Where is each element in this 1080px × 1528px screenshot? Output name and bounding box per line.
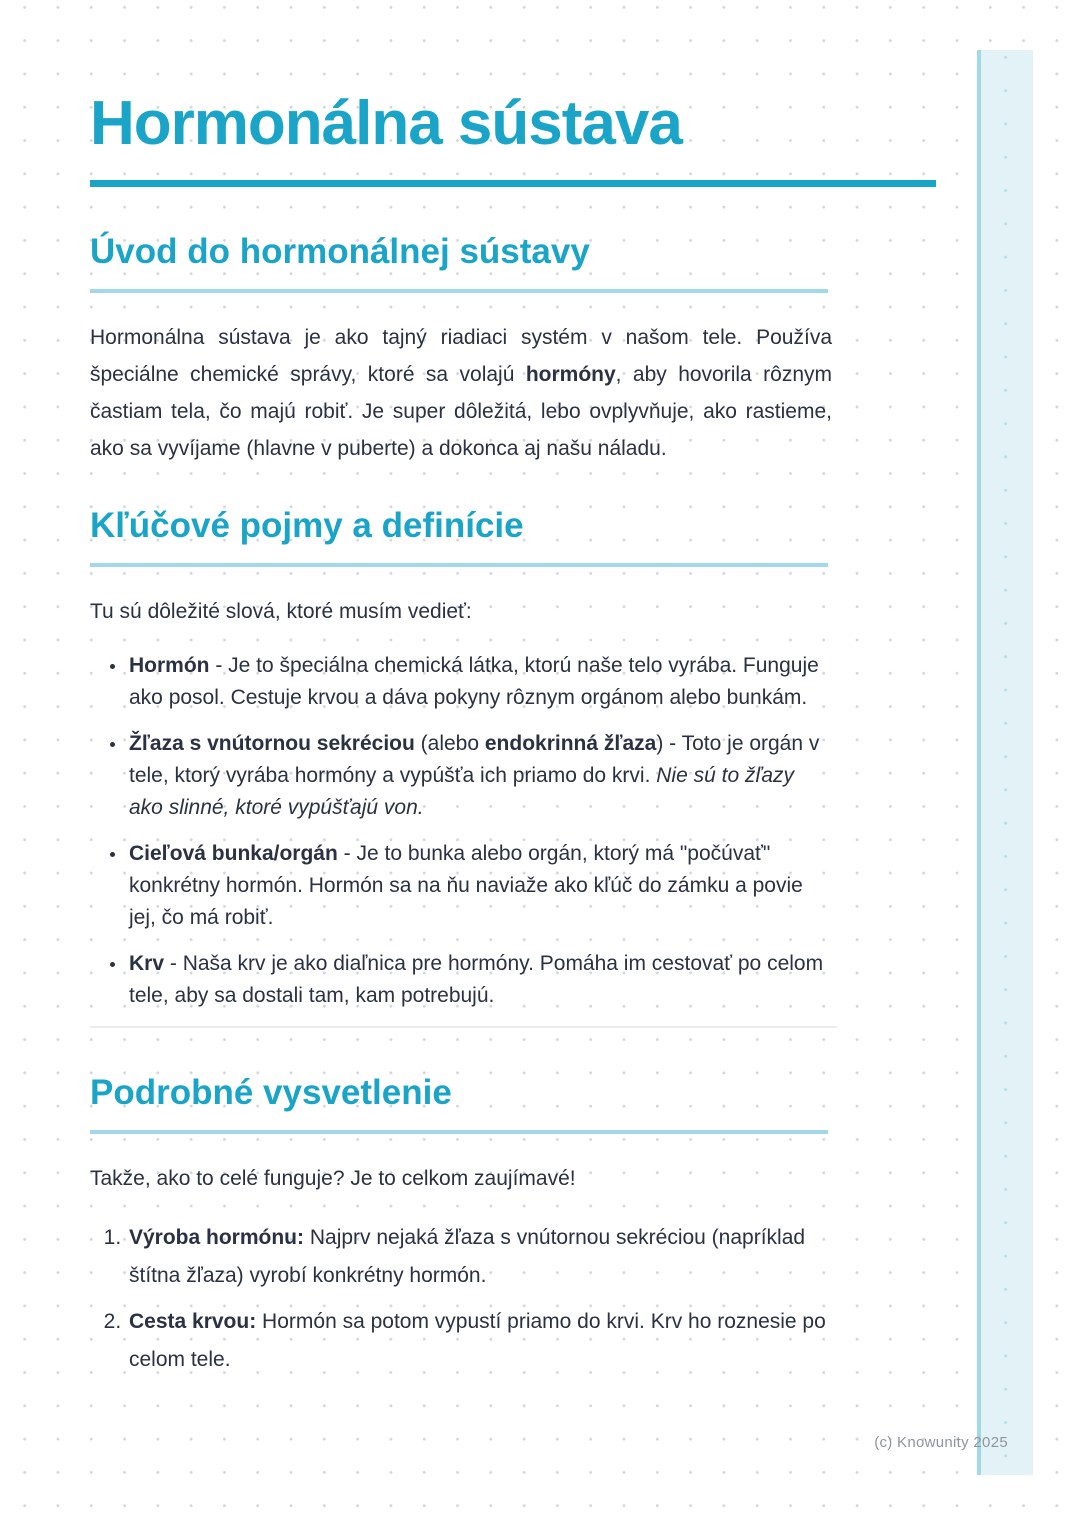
document-content	[90, 0, 832, 1387]
list-item: • Cieľová bunka/orgán - Je to bunka alebo orgán, ktorý má "počúvať" konkrétny hormón. Hormón sa na ňu naviaže ako kľúč do zámku a povie jej, čo má robiť.	[127, 838, 832, 934]
list-item: 2. Cesta krvou: Hormón sa potom vypustí priamo do krvi. Krv ho roznesie po celom tele.	[127, 1303, 832, 1379]
key-terms-lead: Tu sú dôležité slová, ktoré musím vedieť:	[90, 600, 472, 623]
section-divider	[90, 1026, 837, 1028]
list-item: • Hormón - Je to špeciálna chemická látka, ktorú naše telo vyrába. Funguje ako posol. Cestuje krvou a dáva pokyny rôznym orgánom alebo bunkám.	[127, 650, 832, 714]
page-title: Hormonálna sústava	[90, 89, 682, 158]
footer-credit: (c) Knowunity 2025	[874, 1434, 1008, 1451]
heading-underline	[90, 1130, 828, 1134]
heading-underline	[90, 563, 828, 567]
section-details	[90, 1070, 832, 1379]
section-key-terms	[90, 503, 832, 1012]
section-heading-details: Podrobné vysvetlenie	[90, 1073, 452, 1112]
heading-underline	[90, 289, 828, 293]
list-item: • Žľaza s vnútornou sekréciou (alebo endokrinná žľaza) - Toto je orgán v tele, ktorý vyrába hormóny a vypúšťa ich priamo do krvi. Nie sú to žľazy ako slinné, ktoré vypúšťajú von.	[127, 728, 832, 824]
list-item: • Krv - Naša krv je ako diaľnica pre hormóny. Pomáha im cestovať po celom tele, aby sa dostali tam, kam potrebujú.	[127, 948, 832, 1012]
section-intro	[90, 229, 832, 467]
title-rule	[90, 180, 936, 187]
section-heading-key-terms: Kľúčové pojmy a definície	[90, 506, 524, 545]
details-steps-list	[90, 1219, 832, 1379]
key-terms-list	[90, 650, 832, 1012]
right-margin-stripe	[977, 50, 1033, 1475]
intro-paragraph: Hormonálna sústava je ako tajný riadiaci systém v našom tele. Používa špeciálne chemické správy, ktoré sa volajú hormóny, aby hovorila rôznym častiam tela, čo majú robiť. Je super dôležitá, lebo ovplyvňuje, ako rastieme, ako sa vyvíjame (hlavne v puberte) a dokonca aj našu náladu.	[90, 326, 832, 460]
section-heading-intro: Úvod do hormonálnej sústavy	[90, 232, 590, 271]
list-item: 1. Výroba hormónu: Najprv nejaká žľaza s vnútornou sekréciou (napríklad štítna žľaza) vyrobí konkrétny hormón.	[127, 1219, 832, 1295]
details-lead: Takže, ako to celé funguje? Je to celkom zaujímavé!	[90, 1167, 576, 1190]
